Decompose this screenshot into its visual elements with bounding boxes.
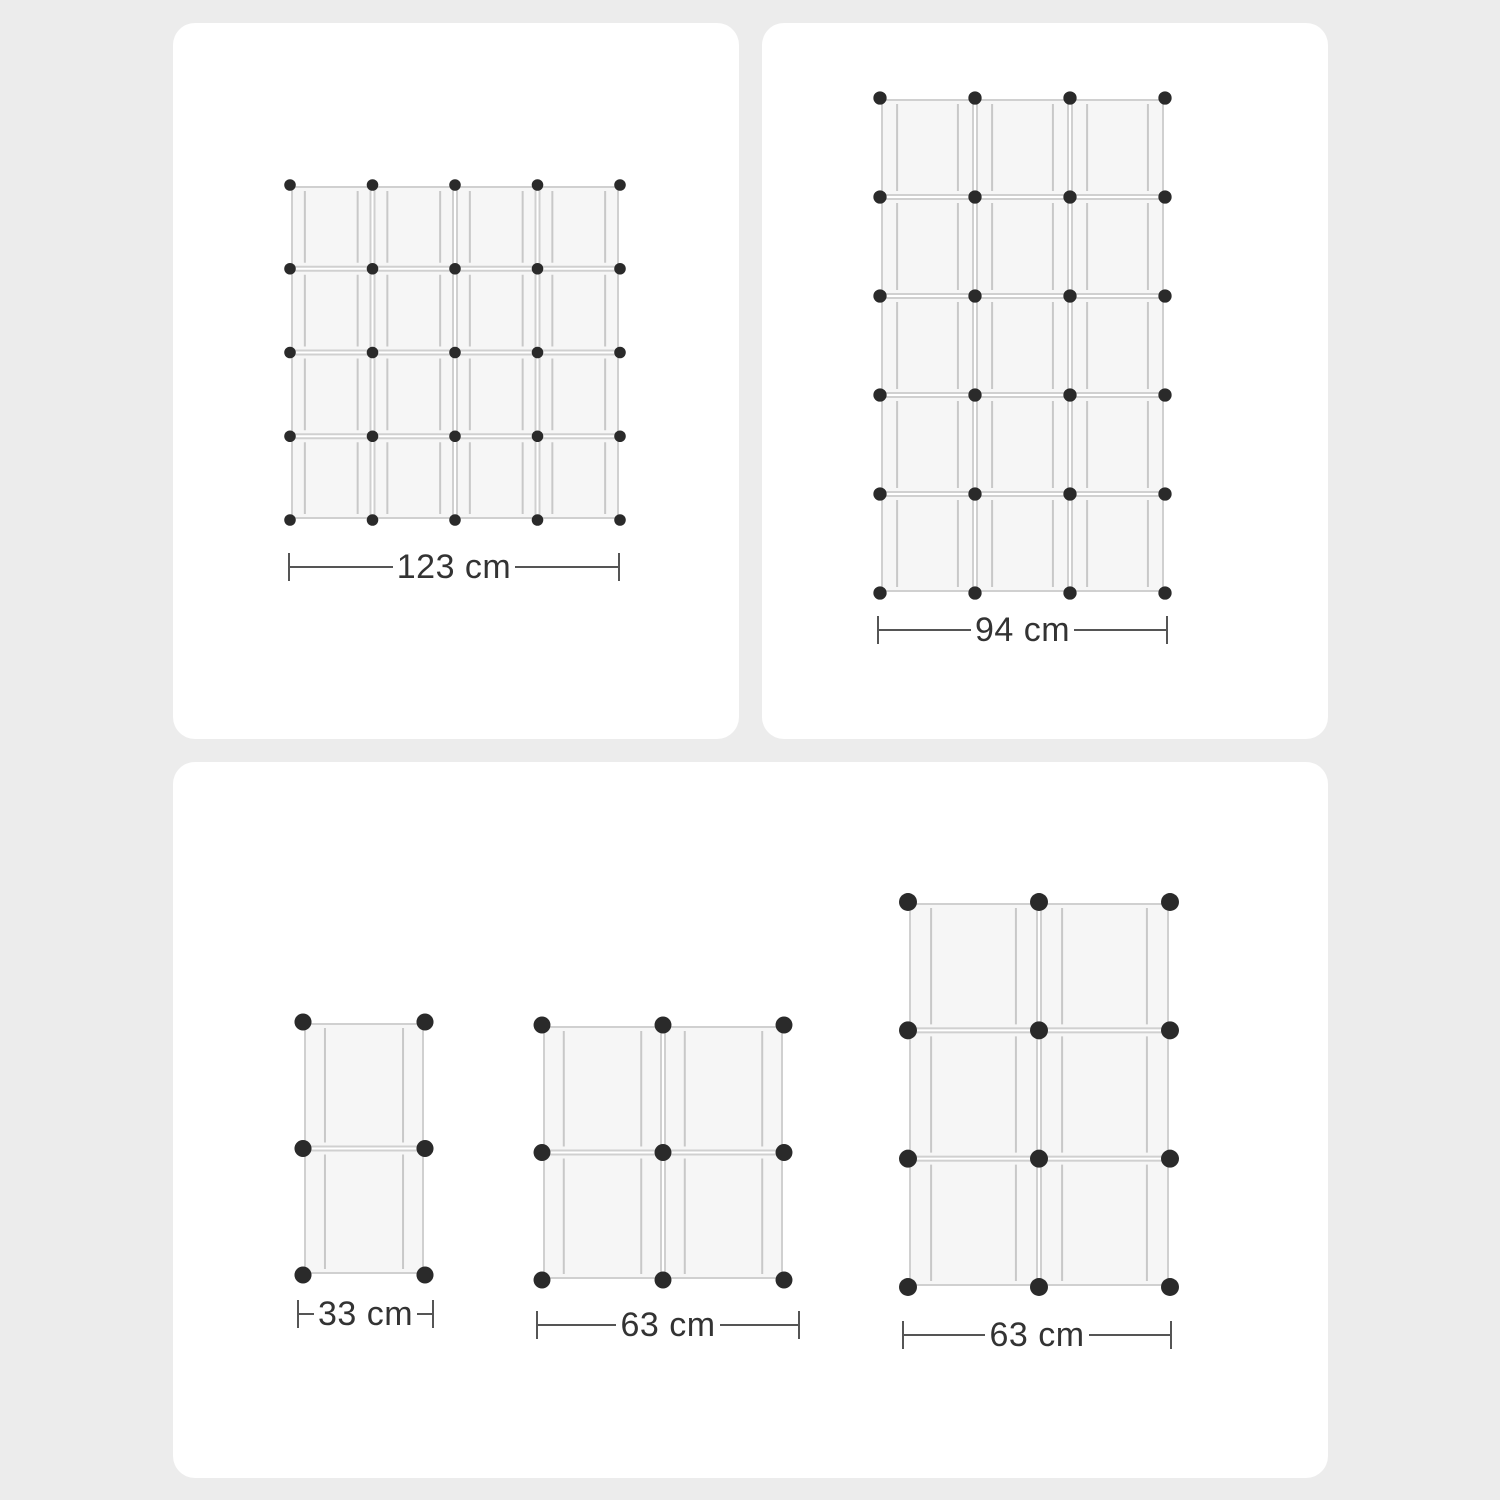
cube-compartment [292, 187, 371, 267]
cube-compartment [882, 100, 973, 195]
width-dimension-4x4 [288, 547, 620, 587]
cube-compartment [305, 1151, 423, 1274]
connector-joint [614, 514, 626, 526]
cube-compartment [1041, 904, 1168, 1028]
cube-compartment [375, 187, 454, 267]
cube-shelf-1x2 [303, 1022, 425, 1275]
cube-shelf-4x4 [290, 185, 620, 520]
connector-joint [873, 586, 886, 599]
cube-compartment [882, 496, 973, 591]
connector-joint [532, 514, 544, 526]
cube-compartment [457, 271, 536, 351]
cube-compartment [457, 355, 536, 435]
cube-compartment [882, 199, 973, 294]
cube-compartment [910, 1032, 1037, 1156]
cube-compartment [375, 355, 454, 435]
connector-joint [284, 179, 296, 191]
connector-joint [968, 91, 981, 104]
connector-joint [1158, 91, 1171, 104]
connector-joint [873, 289, 886, 302]
connector-joint [614, 179, 626, 191]
connector-joint [367, 430, 379, 442]
connector-joint [1030, 1278, 1048, 1296]
width-label: 63 cm [985, 1316, 1088, 1354]
width-dimension-3x5 [877, 610, 1168, 650]
cube-compartment [910, 1161, 1037, 1285]
cube-compartment [540, 355, 619, 435]
connector-joint [449, 263, 461, 275]
cube-compartment [977, 199, 1068, 294]
cube-compartment [882, 298, 973, 393]
cube-compartment [375, 271, 454, 351]
connector-joint [449, 179, 461, 191]
cube-compartment [1072, 298, 1163, 393]
connector-joint [899, 1278, 917, 1296]
cube-compartment [977, 100, 1068, 195]
connector-joint [534, 1144, 551, 1161]
connector-joint [532, 179, 544, 191]
connector-joint [449, 514, 461, 526]
connector-joint [873, 487, 886, 500]
width-label: 123 cm [393, 548, 516, 586]
connector-joint [614, 430, 626, 442]
connector-joint [284, 347, 296, 359]
connector-joint [532, 347, 544, 359]
connector-joint [899, 1021, 917, 1039]
cube-compartment [540, 438, 619, 518]
cube-shelf-2x2 [542, 1025, 784, 1280]
connector-joint [1063, 190, 1076, 203]
connector-joint [899, 893, 917, 911]
cube-compartment [1072, 496, 1163, 591]
width-dimension-2x3 [902, 1315, 1172, 1355]
connector-joint [776, 1144, 793, 1161]
cube-shelf-2x3 [908, 902, 1170, 1287]
connector-joint [1063, 91, 1076, 104]
cube-compartment [292, 438, 371, 518]
cube-compartment [544, 1027, 661, 1151]
width-label: 94 cm [971, 611, 1074, 649]
connector-joint [1030, 1021, 1048, 1039]
width-label: 33 cm [314, 1295, 417, 1333]
cube-compartment [977, 496, 1068, 591]
cube-compartment [1072, 397, 1163, 492]
connector-joint [367, 179, 379, 191]
cube-compartment [1041, 1161, 1168, 1285]
connector-joint [776, 1272, 793, 1289]
connector-joint [968, 487, 981, 500]
connector-joint [614, 263, 626, 275]
width-dimension-1x2 [297, 1294, 434, 1334]
cube-compartment [540, 187, 619, 267]
connector-joint [294, 1013, 311, 1030]
connector-joint [655, 1272, 672, 1289]
connector-joint [899, 1150, 917, 1168]
cube-compartment [665, 1027, 782, 1151]
connector-joint [294, 1266, 311, 1283]
cube-compartment [292, 355, 371, 435]
connector-joint [449, 347, 461, 359]
connector-joint [416, 1013, 433, 1030]
connector-joint [1158, 487, 1171, 500]
cube-compartment [540, 271, 619, 351]
cube-shelf-3x5 [880, 98, 1165, 593]
cube-compartment [977, 298, 1068, 393]
connector-joint [1030, 893, 1048, 911]
connector-joint [1161, 1021, 1179, 1039]
connector-joint [1063, 388, 1076, 401]
cube-compartment [1041, 1032, 1168, 1156]
cube-compartment [305, 1024, 423, 1147]
connector-joint [532, 430, 544, 442]
cube-compartment [457, 187, 536, 267]
connector-joint [367, 514, 379, 526]
connector-joint [968, 190, 981, 203]
connector-joint [1063, 289, 1076, 302]
connector-joint [284, 430, 296, 442]
connector-joint [1158, 388, 1171, 401]
cube-compartment [882, 397, 973, 492]
connector-joint [1063, 586, 1076, 599]
connector-joint [655, 1017, 672, 1034]
cube-compartment [1072, 199, 1163, 294]
connector-joint [968, 388, 981, 401]
connector-joint [449, 430, 461, 442]
connector-joint [873, 91, 886, 104]
connector-joint [1161, 1150, 1179, 1168]
connector-joint [655, 1144, 672, 1161]
connector-joint [1030, 1150, 1048, 1168]
width-dimension-2x2 [536, 1305, 800, 1345]
connector-joint [1161, 893, 1179, 911]
cube-compartment [977, 397, 1068, 492]
cube-compartment [292, 271, 371, 351]
connector-joint [1158, 289, 1171, 302]
connector-joint [873, 388, 886, 401]
connector-joint [1158, 586, 1171, 599]
connector-joint [968, 586, 981, 599]
connector-joint [532, 263, 544, 275]
cube-compartment [375, 438, 454, 518]
connector-joint [614, 347, 626, 359]
connector-joint [534, 1272, 551, 1289]
connector-joint [284, 263, 296, 275]
connector-joint [968, 289, 981, 302]
cube-compartment [910, 904, 1037, 1028]
cube-compartment [457, 438, 536, 518]
connector-joint [367, 263, 379, 275]
connector-joint [776, 1017, 793, 1034]
connector-joint [284, 514, 296, 526]
connector-joint [1063, 487, 1076, 500]
cube-compartment [1072, 100, 1163, 195]
connector-joint [1158, 190, 1171, 203]
cube-compartment [544, 1155, 661, 1279]
connector-joint [416, 1140, 433, 1157]
cube-compartment [665, 1155, 782, 1279]
connector-joint [294, 1140, 311, 1157]
width-label: 63 cm [616, 1306, 719, 1344]
connector-joint [367, 347, 379, 359]
connector-joint [1161, 1278, 1179, 1296]
connector-joint [873, 190, 886, 203]
connector-joint [416, 1266, 433, 1283]
connector-joint [534, 1017, 551, 1034]
